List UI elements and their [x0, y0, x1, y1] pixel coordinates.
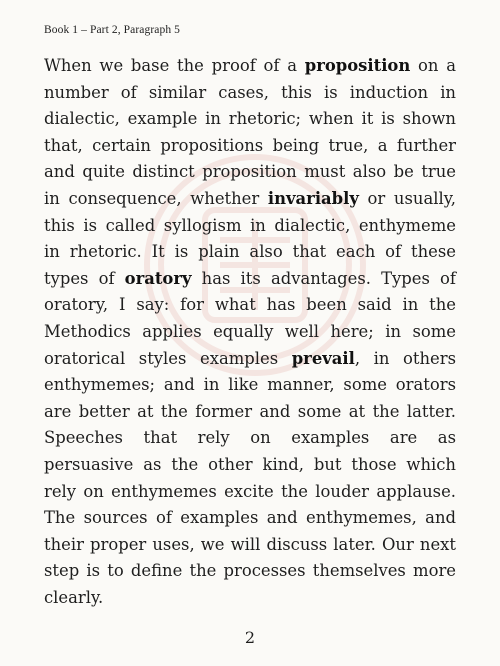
text-segment: on a number of similar cases, this is induction in dialectic, example in rhetoric; when it is shown that, certain propositions being true, a further and quite distinct proposition must also be true in consequence, whether: [44, 56, 456, 208]
bold-term-proposition: proposition: [304, 56, 411, 75]
bold-term-oratory: oratory: [124, 268, 192, 288]
page-header: Book 1 – Part 2, Paragraph 5: [44, 24, 180, 36]
text-segment: has its advantages. Types of oratory, I say: for what has been said in the Methodics applies equally well here; in some oratorical styles examples: [44, 268, 456, 368]
page-number: 2: [244, 628, 256, 647]
body-paragraph: [44, 53, 456, 611]
text-segment: When we base the proof of a: [44, 56, 305, 75]
text-segment: , in others enthymemes; and in like manner, some orators are better at the former and some at the latter. Speeches that rely on examples are as persuasive as the other kind, but those which rely on enthymemes excite the louder applause. The sources of examples and enthymemes, and their proper uses, we will discuss later. Our next step is to define the processes themselves more clearly.: [44, 348, 457, 607]
bold-term-invariably: invariably: [267, 188, 359, 208]
text-segment: or usually, this is called syllogism in dialectic, enthymeme in rhetoric. It is plain also that each of these types of: [44, 188, 456, 288]
bold-term-prevail: prevail: [291, 348, 355, 368]
